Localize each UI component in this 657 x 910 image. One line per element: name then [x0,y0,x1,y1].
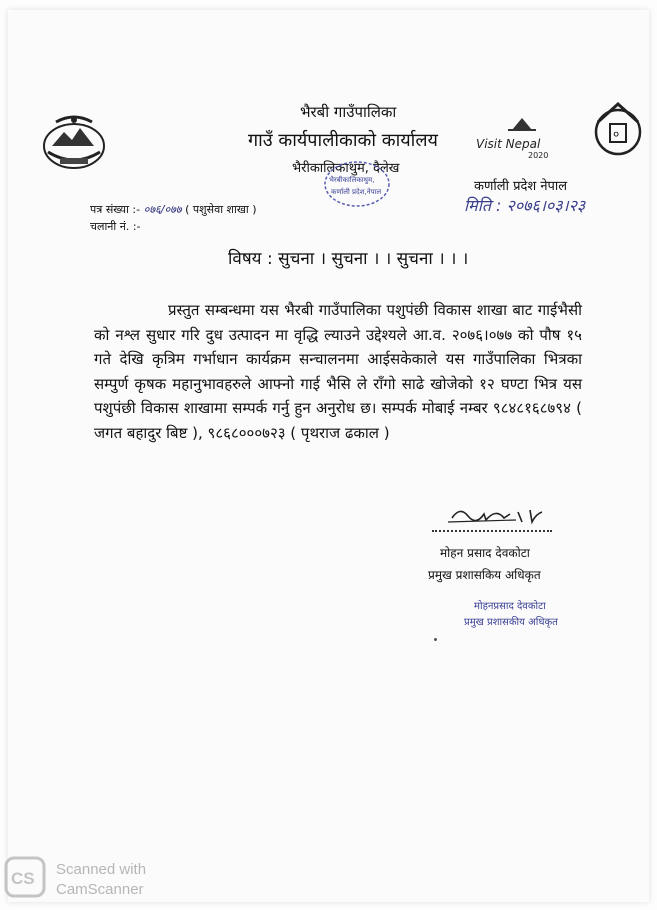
signatory-name: मोहन प्रसाद देवकोटा [440,546,530,560]
subject-line: विषय : सुचना । सुचना । । सुचना । । । [228,249,469,269]
visit-nepal-logo [472,116,572,160]
patra-value: ०७६/०७७ [143,203,182,216]
municipality-logo [584,98,652,158]
camscanner-logo-text: CS [11,869,35,888]
office-address: भैरीकालिकाथुम, दैलेख [292,161,400,176]
handwritten-signature [446,500,550,530]
signature-line [432,530,552,532]
letter-page [8,10,649,902]
patra-branch: ( पशुसेवा शाखा ) [185,203,257,216]
patra-label: पत्र संख्या :- [90,203,141,216]
svg-text:०: ० [613,127,620,141]
date-value: २०७६।०३।२३ [506,196,586,215]
chalani-number: चलानी नं. :- [90,220,141,233]
municipality-name: भैरबी गाउँपालिका [300,103,397,121]
visit-nepal-text: Visit Nepal [476,137,541,151]
camscanner-watermark [56,860,146,900]
camscanner-logo [4,856,46,898]
patra-sankhya [90,202,257,217]
body-paragraph: प्रस्तुत सम्बन्धमा यस भैरबी गाउँपालिका पशुपंछी विकास शाखा बाट गाईभैसी को नश्ल सुधार गरि दुध उत्पादन मा वृद्धि ल्याउने उद्देश्यले आ.व. २०७६।०७७ को पौष १५ गते देखि कृत्रिम गर्भाधान कार्यक्रम सन्चालनमा आईसकेकाले यस गाउँपालिका भित्रका सम्पुर्ण कृषक महानुभावहरुले आफ्नो गाई भैसि ले राँगो साढे खोजेको १२ घण्टा भित्र यस पशुपंछी विकास शाखामा सम्पर्क गर्नु हुन अनुरोध छ। सम्पर्क मोबाई नम्बर ९८४८१६८७९४ ( जगत बहादुर बिष्ट ), ९८६८०००७२३ ( पृथराज ढकाल ) [94,301,582,442]
seal-title: प्रमुख प्रशासकीय अधिकृत [464,617,558,628]
office-stamp [322,158,392,210]
stray-mark [434,638,437,641]
signatory-title: प्रमुख प्रशासकिय अधिकृत [428,568,541,582]
notice-body [94,298,582,445]
stamp-line2: कर्णाली प्रदेश,नेपाल [331,188,382,196]
visit-nepal-year: 2020 [528,151,549,160]
seal-name: मोहनप्रसाद देवकोटा [474,601,546,612]
date-label: मिति : [464,196,502,215]
date-block [464,194,585,216]
stamp-line1: भैरबीकालिकाथुम, [329,176,375,184]
scanned-with-text: Scanned with [56,861,147,878]
office-name: गाउँ कार्यपालीकाको कार्यालय [248,130,438,151]
camscanner-text: CamScanner [56,881,144,898]
nepal-emblem-logo [38,112,110,174]
province-name: कर्णाली प्रदेश नेपाल [474,179,568,194]
